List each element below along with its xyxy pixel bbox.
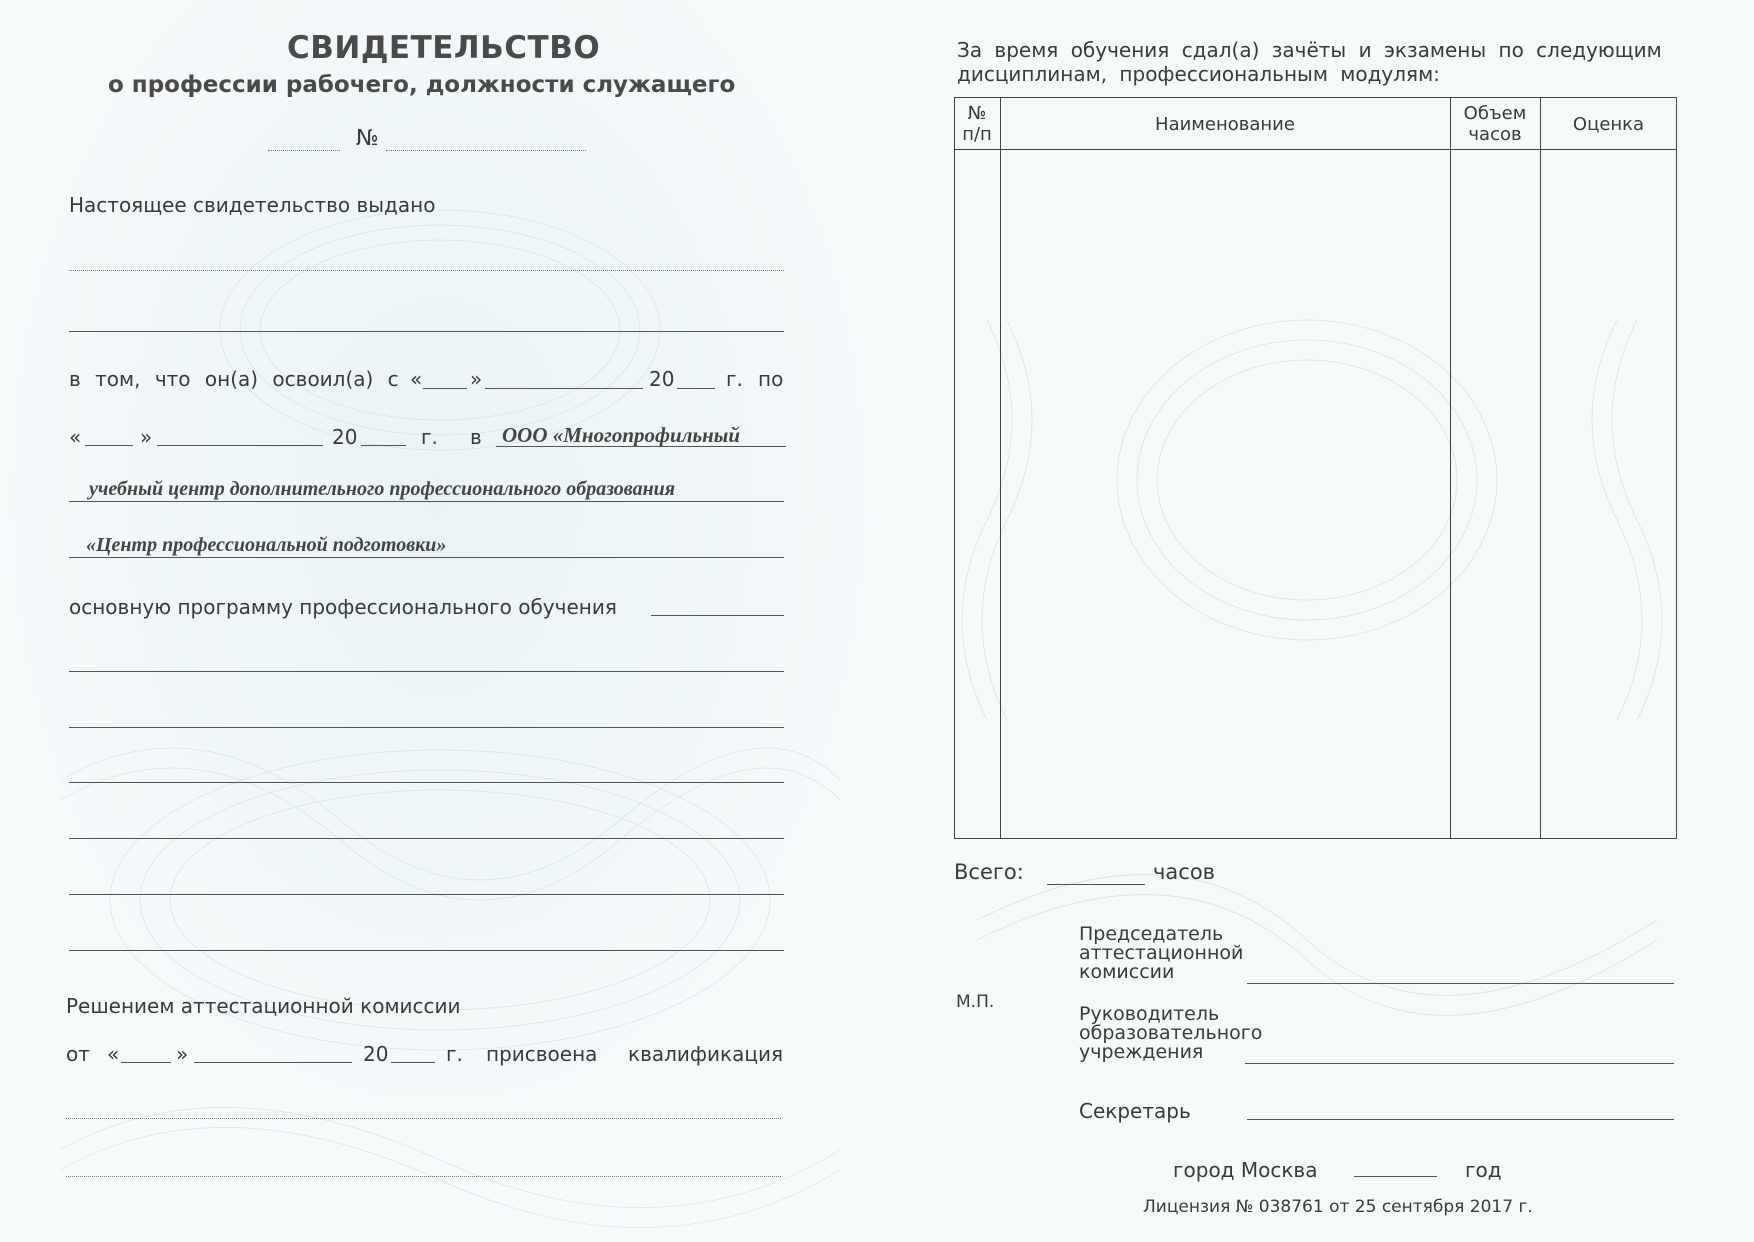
- program-field-start[interactable]: [651, 615, 784, 616]
- year-field[interactable]: [1354, 1176, 1437, 1177]
- decision-year-prefix: 20: [363, 1042, 389, 1066]
- total-hours-field[interactable]: [1047, 884, 1145, 885]
- program-line-1[interactable]: [69, 671, 784, 672]
- chairman-line-3: комиссии: [1079, 961, 1175, 983]
- table-col-divider-1: [1000, 97, 1001, 839]
- program-label: основную программу профессионального обучения: [69, 595, 617, 619]
- to-label: по: [758, 367, 784, 391]
- year-label: год: [1465, 1158, 1502, 1182]
- period-start-label: в том, что он(а) освоил(а) с: [69, 367, 399, 391]
- year-abbr: г.: [726, 367, 743, 391]
- head-signature-field[interactable]: [1245, 1063, 1674, 1064]
- quote-open-3: «: [107, 1042, 120, 1066]
- col-header-hours-line1: Объем: [1463, 103, 1527, 124]
- start-day-field[interactable]: [423, 388, 467, 389]
- head-line-2: образовательного: [1079, 1022, 1263, 1044]
- city-label: город Москва: [1173, 1158, 1318, 1182]
- quote-close-3: »: [176, 1042, 189, 1066]
- organization-name-1: ООО «Многопрофильный: [502, 423, 741, 447]
- number-field[interactable]: [386, 150, 586, 151]
- start-year-field[interactable]: [677, 388, 715, 389]
- series-field[interactable]: [268, 150, 340, 151]
- assigned-label: присвоена: [486, 1042, 598, 1066]
- quote-open-2: «: [69, 425, 82, 449]
- qualification-line-2[interactable]: [66, 1176, 781, 1177]
- table-col-divider-3: [1540, 97, 1541, 839]
- number-sign: №: [356, 126, 379, 151]
- organization-name-2: учебный центр дополнительного профессионального образования: [89, 478, 676, 500]
- decision-year-field[interactable]: [391, 1062, 435, 1063]
- decision-month-field[interactable]: [194, 1062, 352, 1063]
- quote-close: »: [470, 367, 483, 391]
- program-line-5[interactable]: [69, 894, 784, 895]
- exams-intro-line-1: За время обучения сдал(а) зачёты и экзамены по следующим: [957, 38, 1662, 62]
- in-label: в: [470, 425, 482, 449]
- head-title: [1079, 1005, 1262, 1062]
- recipient-name-line-1[interactable]: [69, 270, 784, 271]
- qualification-line-1[interactable]: [66, 1118, 781, 1119]
- license-text: Лицензия № 038761 от 25 сентября 2017 г.: [1143, 1197, 1533, 1217]
- chairman-title: [1079, 925, 1243, 982]
- head-line-3: учреждения: [1079, 1041, 1204, 1063]
- certificate-right-page: [877, 0, 1754, 1242]
- secretary-signature-field[interactable]: [1247, 1119, 1674, 1120]
- quote-open: «: [410, 367, 423, 391]
- issued-label: Настоящее свидетельство выдано: [69, 193, 436, 217]
- from-label: от: [66, 1042, 90, 1066]
- exams-intro-line-2: дисциплинам, профессиональным модулям:: [957, 62, 1440, 86]
- chairman-line-1: Председатель: [1079, 923, 1224, 945]
- head-line-1: Руководитель: [1079, 1003, 1220, 1025]
- chairman-signature-field[interactable]: [1247, 983, 1674, 984]
- start-month-field[interactable]: [485, 388, 643, 389]
- program-line-3[interactable]: [69, 782, 784, 783]
- secretary-title: Секретарь: [1079, 1099, 1191, 1123]
- commission-label: Решением аттестационной комиссии: [66, 994, 461, 1018]
- col-header-name: Наименование: [1155, 114, 1295, 135]
- total-label: Всего:: [954, 860, 1024, 884]
- col-header-hours-line2: часов: [1468, 124, 1522, 145]
- end-year-field[interactable]: [361, 445, 406, 446]
- decision-day-field[interactable]: [121, 1062, 171, 1063]
- year-abbr-3: г.: [446, 1042, 463, 1066]
- year-abbr-2: г.: [421, 425, 438, 449]
- end-day-field[interactable]: [85, 445, 133, 446]
- program-line-6[interactable]: [69, 950, 784, 951]
- col-header-number: [954, 103, 1000, 145]
- col-header-number-line1: №: [967, 103, 987, 124]
- document-subtitle: о профессии рабочего, должности служащего: [108, 72, 736, 98]
- organization-name-3: «Центр профессиональной подготовки»: [86, 534, 447, 556]
- chairman-line-2: аттестационной: [1079, 942, 1244, 964]
- col-header-grade: Оценка: [1572, 114, 1645, 135]
- end-month-field[interactable]: [157, 445, 323, 446]
- program-line-2[interactable]: [69, 727, 784, 728]
- organization-line-2: [69, 501, 784, 502]
- table-header-divider: [954, 149, 1677, 150]
- qualification-label: квалификация: [628, 1042, 783, 1066]
- exams-table: [954, 97, 1677, 839]
- col-header-hours: [1450, 103, 1540, 145]
- total-hours-label: часов: [1153, 860, 1216, 884]
- quote-close-2: »: [140, 425, 153, 449]
- organization-line-3: [69, 557, 784, 558]
- end-year-prefix: 20: [332, 425, 358, 449]
- table-col-divider-2: [1450, 97, 1451, 839]
- start-year-prefix: 20: [649, 367, 675, 391]
- col-header-number-line2: п/п: [962, 124, 992, 145]
- organization-line-1: [496, 446, 786, 447]
- document-title: СВИДЕТЕЛЬСТВО: [287, 30, 601, 66]
- stamp-place-label: М.П.: [956, 992, 995, 1012]
- program-line-4[interactable]: [69, 838, 784, 839]
- recipient-name-line-2[interactable]: [69, 331, 784, 332]
